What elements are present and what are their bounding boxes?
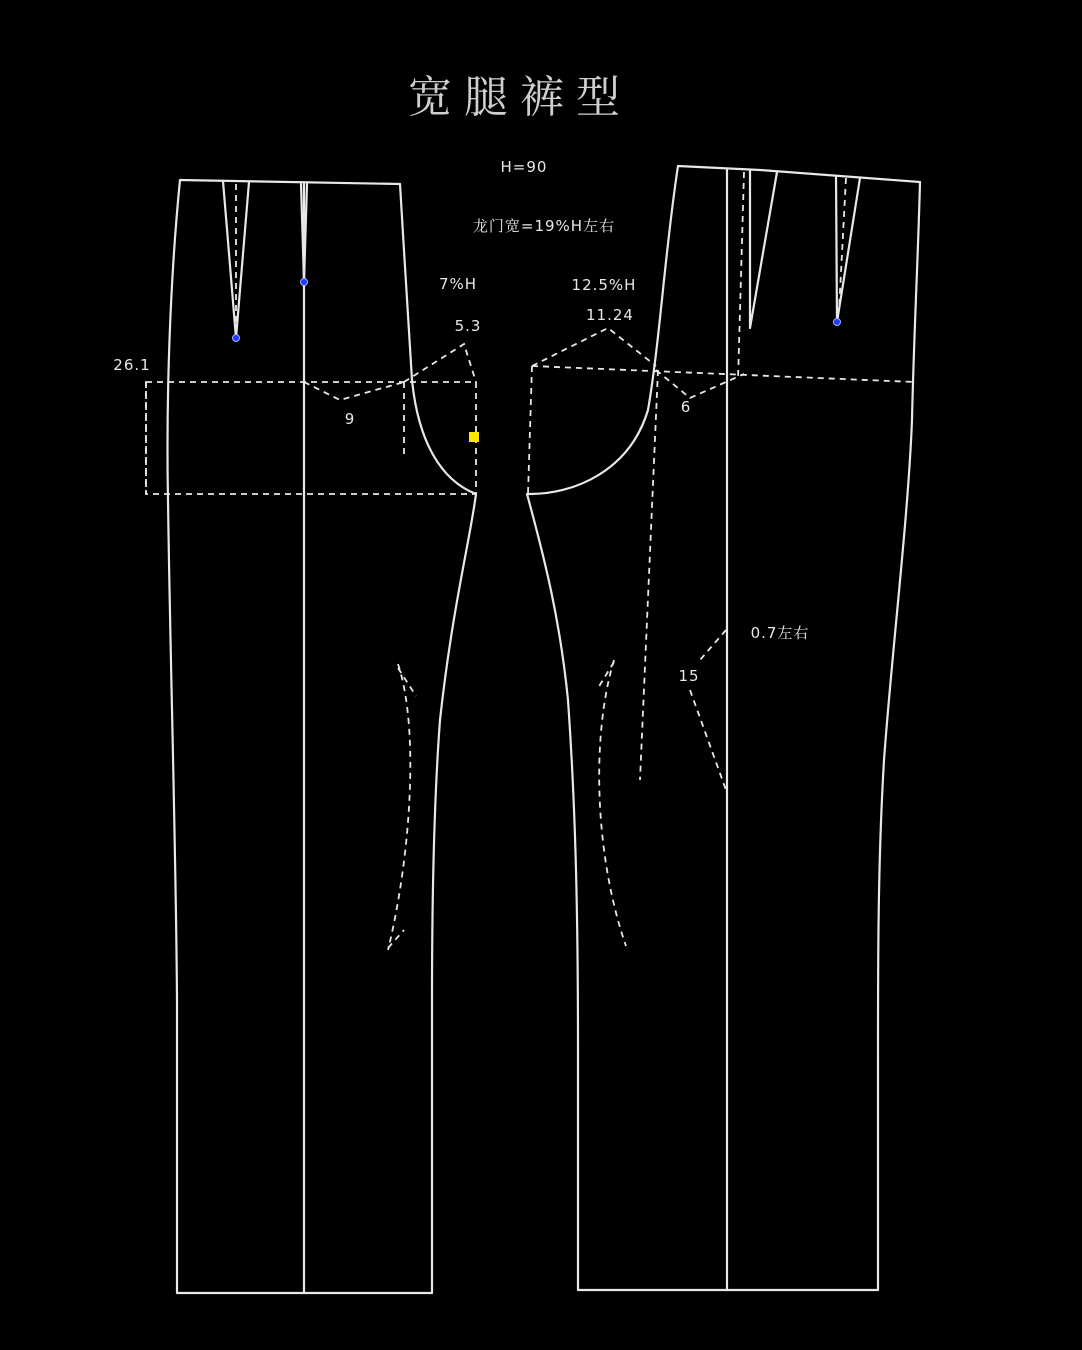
back-outline	[527, 166, 920, 1290]
back-trouser-piece	[527, 166, 920, 1290]
anchor-handle[interactable]	[469, 432, 479, 442]
back-offset-label: 6	[680, 398, 692, 416]
back-crotch-extension	[532, 328, 656, 366]
diagram-title: 宽腿裤型	[408, 72, 632, 123]
front-crotch-ratio-label: 7%H	[438, 275, 478, 293]
hip-label: H=90	[500, 158, 548, 176]
front-crotch-extension	[404, 344, 476, 382]
back-measure-label: 15	[678, 667, 700, 685]
fly-width-label: 龙门宽=19%H左右	[472, 217, 616, 235]
back-dart-point[interactable]	[834, 319, 841, 326]
front-outline	[168, 180, 477, 1293]
back-dart-guide	[738, 172, 744, 380]
front-knee-tick	[398, 668, 416, 696]
back-side-dart	[750, 170, 777, 328]
back-crotch-drop	[528, 366, 532, 494]
front-dart-1	[223, 181, 249, 338]
back-slope-label: 0.7左右	[750, 624, 810, 642]
front-offset-guide	[304, 382, 404, 400]
back-seat-line	[640, 370, 658, 780]
front-crotch-box	[146, 382, 476, 494]
back-knee-tick	[598, 662, 614, 688]
back-crotch-ratio-label: 12.5%H	[571, 276, 637, 294]
back-hip-line	[532, 366, 914, 382]
back-slope-guide	[690, 630, 726, 790]
front-knee-curve	[388, 664, 410, 950]
front-offset-label: 9	[344, 410, 356, 428]
front-crotch-value-label: 5.3	[454, 317, 482, 335]
front-dart-1-point[interactable]	[233, 335, 240, 342]
rise-depth-label: 26.1	[113, 356, 151, 374]
front-dart-2-point[interactable]	[301, 279, 308, 286]
back-knee-curve	[599, 660, 626, 946]
front-trouser-piece	[146, 180, 479, 1293]
back-crotch-value-label: 11.24	[586, 306, 634, 324]
